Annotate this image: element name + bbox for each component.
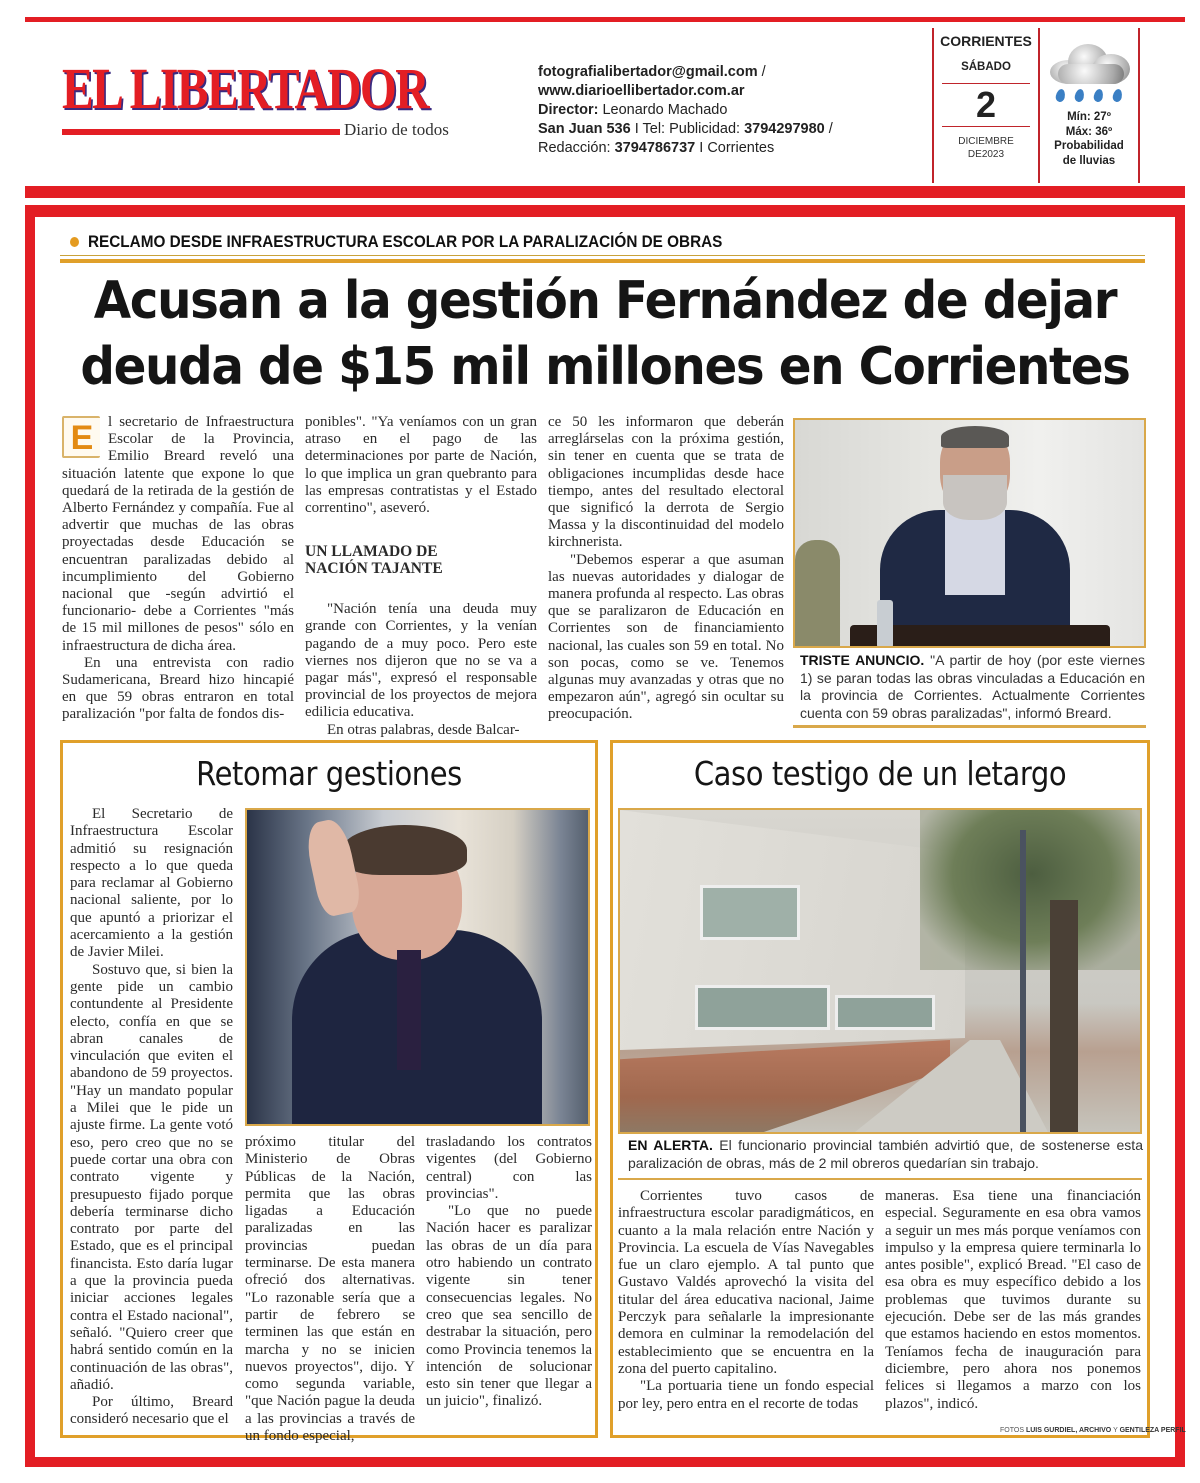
divider — [60, 259, 1145, 263]
rain-drops-icon — [1040, 89, 1138, 102]
top-rule — [25, 17, 1185, 22]
box-left-column-3: trasladando los contratos vigentes (del Gobierno central) con las provincias". "Lo que no puede Nación hacer es paralizar las obras de un día para otro habiendo un contrato vigente sin tener consecuencias legales. No creo que sea sencillo de destrabar la situación, pero como Provincia tenemos la intención de solucionar esto sin tener que llegar a un juicio", finalizó. — [426, 1134, 592, 1410]
breard-photo[interactable] — [793, 418, 1146, 648]
tel-redaccion: 3794786737 — [614, 140, 696, 156]
date-year: DE2023 — [967, 149, 1005, 160]
divider — [793, 725, 1146, 728]
tel-publicidad: 3794297980 — [744, 121, 825, 137]
rain-cloud-icon — [1044, 40, 1134, 85]
temp-min: Mín: 27º — [1067, 111, 1111, 123]
temp-max: Máx: 36º — [1065, 125, 1113, 138]
box-title-caso-testigo: Caso testigo de un letargo — [693, 754, 1067, 793]
logo-subtitle: Diario de todos — [344, 120, 449, 139]
box-title-retomar: Retomar gestiones — [196, 754, 462, 793]
divider — [618, 1178, 1142, 1180]
box-right-column-2: maneras. Esa tiene una financiación especial. Seguramente en esa obra vamos a seguir un mes más porque veníamos con impulso y la empresa quiere terminarla lo antes posible", explicó Bread. "El caso de esa obra es muy específico debido a los problemas que tuvimos durante su ejecución. Debe ser de las más grandes que estamos haciendo en estos momentos. Teníamos fecha de inauguración para diciembre, pero ahora nos ponemos felices si llegamos a marzo con los plazos", indicó. — [885, 1188, 1141, 1412]
article-column-3: ce 50 les informaron que deberán arreglárselas con la próxima gestión, sin tener en cuenta que se trata de obligaciones incumplidas desde hace tiempo, antes del resultado electoral que significó la derrota de Sergio Massa y la discontinuidad del modelo kirchnerista. "Debemos esperar a que asuman las nuevas autoridades y dialogar de manera profunda al respecto. Las obras que se paralizaron de Educación en Corrientes son de financiamiento nacional, las cuales son 59 en total. No son pocas, como se ve. Tenemos algunas muy avanzadas y otras que no empezaron aún", agregó sin ocultar su preocupación. — [548, 414, 784, 723]
article-subhead: UN LLAMADO DE NACIÓN TAJANTE — [305, 543, 443, 578]
article-column-1: E l secretario de Infraestructura Escolar de la Provincia, Emilio Breard reveló una situación latente que expone lo que quedará de la retirada de la gestión de Alberto Fernández y compañía. Fue al advertir que muchas de las obras proyectadas desde Educación se encuentran paralizadas debido al incumplimiento del Gobierno nacional que -según advirtió el funcionario- debe a Corrientes "más de 15 mil millones de pesos" sólo en infraestructura de dicha área. En una entrevista con radio Sudamericana, Breard hizo hincapié en que 59 obras entraron en total paralización "por falta de fondos dis- — [62, 414, 294, 723]
school-building-photo[interactable] — [618, 808, 1142, 1134]
box-left-column-2: próximo titular del Ministerio de Obras Públicas de la Nación, permita que las obras ligadas a Educación paralizadas en las provincias puedan terminarse. De esta manera ofreció dos alternativas. "Lo razonable sería que a partir de febrero se terminen las que están en marcha y no se inicien nuevos proyectos", dijo. Y como segunda variable, "que Nación pague la deuda a las provincias a través de un fondo especial, — [245, 1134, 415, 1445]
logo-title: EL LIBERTADOR — [62, 56, 428, 121]
milei-photo[interactable] — [245, 808, 590, 1126]
contact-website[interactable]: www.diarioellibertador.com.ar — [538, 83, 745, 99]
date-month: DICIEMBRE — [958, 136, 1014, 147]
divider — [942, 126, 1030, 127]
newspaper-logo[interactable] — [62, 56, 462, 140]
masthead-rule — [25, 186, 1185, 198]
date-weekday: SÁBADO — [961, 61, 1011, 73]
photo-credits: FOTOS LUIS GURDIEL, ARCHIVO Y GENTILEZA PERFIL — [1000, 1427, 1186, 1434]
article-column-2: ponibles". "Ya veníamos con un gran atraso en el pago de las determinaciones por parte de Nación, lo que implica un gran quebranto para las empresas contratistas y el Estado correntino", aseveró. UN LLAMADO DE NACIÓN TAJANTE "Nación tenía una deuda muy grande con Corrientes, y la venían pagando de a muy poco. Pero este viernes nos dijeron que no se va a pagar más", expresó el responsable provincial de los proyectos de mejora edilicia educativa. En otras palabras, desde Balcar- — [305, 414, 537, 738]
article-headline: Acusan a la gestión Fernández de dejar deuda de $15 mil millones en Corrientes — [80, 271, 1130, 397]
article-kicker: RECLAMO DESDE INFRAESTRUCTURA ESCOLAR POR LA PARALIZACIÓN DE OBRAS — [70, 232, 722, 252]
forecast-line2: de lluvias — [1062, 154, 1116, 167]
logo-underline — [62, 129, 340, 135]
contact-info: fotografialibertador@gmail.com / www.diarioellibertador.com.ar Director: Leonardo Machado San Juan 536 I Tel: Publicidad: 3794297980 / Redacción: 3794786737 I Corrientes — [538, 64, 833, 156]
forecast-line1: Probabilidad — [1054, 140, 1124, 152]
contact-email[interactable]: fotografialibertador@gmail.com — [538, 64, 758, 80]
weather-box — [1040, 28, 1140, 183]
box-left-column-1: El Secretario de Infraestructura Escolar admitió su resignación respecto a lo que queda para reclamar al Gobierno nacional saliente, por lo que apuntó a priorizar el acercamiento a la gestión de Javier Milei. Sostuvo que, si bien la gente pide un cambio contundente al Presidente electo, confía en que se abran canales de vinculación que eviten el abandono de 59 proyectos. "Hay un mandato popular a Milei que le pide un ajuste firme. La gente votó eso, pero creo que no se puede cortar una obra con contrato vigente y presupuesto fijado porque debería terminarse dicho contrato por parte del Estado, que es el principal financista. Esto daría lugar a que la provincia pueda iniciar acciones legales contra el Estado nacional", señaló. "Quiero creer que habrá sentido común en la continuación de las obras", añadió. Por último, Breard consideró necesario que el — [70, 806, 233, 1428]
box-right-column-1: Corrientes tuvo casos de infraestructura escolar paradigmáticos, en cuanto a la mala relación entre Nación y Provincia. La escuela de Vías Navegables fue un claro ejemplo. A tal punto que Gustavo Valdés aprovechó la visita del titular del área educativa nacional, Jaime Perczyk para señalarle la impresionante demora en culminar la remodelación del establecimiento que se encuentra en la zona del puerto capitalino. "La portuaria tiene un fondo especial por ley, pero entra en el recorte de todas — [618, 1188, 874, 1412]
date-box — [932, 28, 1040, 183]
date-day-number: 2 — [975, 84, 997, 125]
divider — [60, 255, 1145, 256]
bullet-icon — [70, 237, 79, 247]
photo-caption-triste: TRISTE ANUNCIO. "A partir de hoy (por este viernes 1) se paran todas las obras vinculadas a Educación en la provincia de Corrientes. Actualmente Corrientes cuenta con 59 obras paralizadas", informó Breard. — [800, 652, 1146, 721]
contact-address: San Juan 536 — [538, 121, 631, 137]
date-city: CORRIENTES — [940, 33, 1032, 49]
photo-caption-en-alerta: EN ALERTA. El funcionario provincial también advirtió que, de sostenerse esta paralización de obras, más de 2 mil obreros quedarían sin trabajo. — [628, 1137, 1143, 1171]
drop-cap: E — [62, 416, 100, 458]
director-name: Leonardo Machado — [598, 102, 728, 118]
